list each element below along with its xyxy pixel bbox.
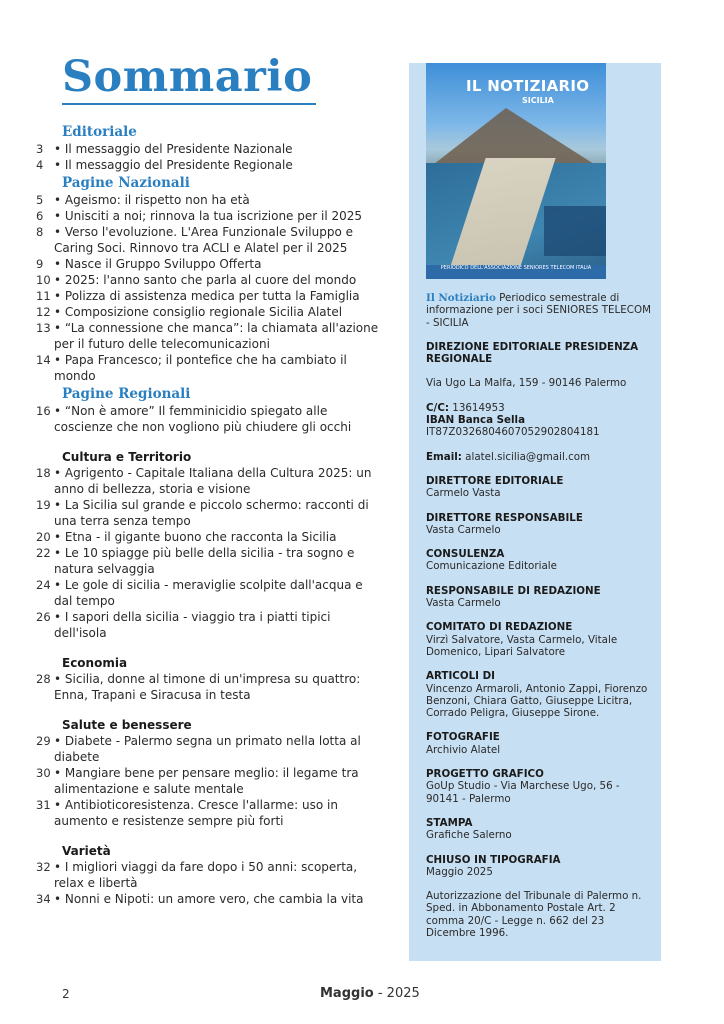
entry-title: • Polizza di assistenza medica per tutta la Famiglia	[54, 289, 360, 303]
role-label: PROGETTO GRAFICO	[426, 768, 544, 781]
entry-title: • Nasce il Gruppo Sviluppo Offerta	[54, 257, 262, 271]
toc-entry[interactable]	[36, 529, 386, 545]
bank-block	[426, 402, 651, 439]
brand-name: Il Notiziario	[426, 292, 496, 304]
entry-title: • Etna - il gigante buono che racconta la Sicilia	[54, 530, 337, 544]
role-value: Carmelo Vasta	[426, 487, 501, 500]
entry-title: • Unisciti a noi; rinnova la tua iscrizione per il 2025	[54, 209, 363, 223]
role-label: CONSULENZA	[426, 548, 505, 561]
entry-title: • Ageismo: il rispetto non ha età	[54, 193, 250, 207]
toc-entry[interactable]	[36, 272, 386, 288]
role-label: COMITATO DI REDAZIONE	[426, 621, 573, 634]
toc-entry[interactable]	[36, 733, 386, 765]
iban-label: IBAN Banca Sella	[426, 414, 526, 427]
section-heading: Cultura e Territorio	[62, 450, 192, 464]
iban-value: IT87Z0326804607052902804181	[426, 426, 600, 439]
issue-year: - 2025	[373, 986, 420, 1001]
entry-page-number: 8	[36, 225, 44, 239]
entry-page-number: 31	[36, 798, 51, 812]
role-value: Virzì Salvatore, Vasta Carmelo, Vitale Domenico, Lipari Salvatore	[426, 633, 618, 658]
entry-page-number: 19	[36, 498, 51, 512]
role-value: Vasta Carmelo	[426, 597, 501, 610]
toc-entry[interactable]	[36, 545, 386, 577]
entry-title: • Mangiare bene per pensare meglio: il legame tra alimentazione e salute mentale	[54, 766, 359, 796]
cover-subtitle: SICILIA	[522, 96, 554, 105]
masthead-intro	[426, 292, 651, 329]
toc-entry[interactable]	[36, 320, 386, 352]
masthead-role	[426, 817, 651, 842]
entry-title: • Agrigento - Capitale Italiana della Cultura 2025: un anno di bellezza, storia e visione	[54, 466, 372, 496]
toc-entry[interactable]	[36, 157, 386, 173]
page-title: Sommario	[62, 52, 313, 102]
entry-title: • Diabete - Palermo segna un primato nella lotta al diabete	[54, 734, 361, 764]
entry-page-number: 16	[36, 404, 51, 418]
entry-page-number: 26	[36, 610, 51, 624]
role-label: FOTOGRAFIE	[426, 731, 500, 744]
section-heading: Varietà	[62, 844, 111, 858]
masthead-text	[426, 292, 651, 939]
entry-title: • Papa Francesco; il pontefice che ha cambiato il mondo	[54, 353, 347, 383]
toc-entry[interactable]	[36, 497, 386, 529]
entry-page-number: 32	[36, 860, 51, 874]
masthead-role	[426, 621, 651, 658]
intro-text: Periodico semestrale di informazione per i soci SENIORES TELECOM - SICILIA	[426, 292, 651, 329]
section-heading: Economia	[62, 656, 128, 670]
toc-entry[interactable]	[36, 224, 386, 256]
role-label: CHIUSO IN TIPOGRAFIA	[426, 853, 561, 866]
cover-footer: PERIODICO DELL'ASSOCIAZIONE SENIORES TELECOM ITALIA	[426, 265, 606, 279]
entry-title: • Il messaggio del Presidente Nazionale	[54, 142, 293, 156]
masthead-role	[426, 768, 651, 805]
entry-page-number: 12	[36, 305, 51, 319]
entry-title: • Sicilia, donne al timone di un'impresa su quattro: Enna, Trapani e Siracusa in testa	[54, 672, 361, 702]
toc-entry[interactable]	[36, 859, 386, 891]
role-label: DIRETTORE RESPONSABILE	[426, 511, 583, 524]
entry-title: • Nonni e Nipoti: un amore vero, che cambia la vita	[54, 892, 364, 906]
toc-entry[interactable]	[36, 671, 386, 703]
masthead-role	[426, 512, 651, 537]
roles-list	[426, 475, 651, 878]
toc-entry[interactable]	[36, 891, 386, 907]
entry-page-number: 5	[36, 193, 44, 207]
entry-page-number: 29	[36, 734, 51, 748]
entry-title: • I migliori viaggi da fare dopo i 50 anni: scoperta, relax e libertà	[54, 860, 358, 890]
toc-entry[interactable]	[36, 141, 386, 157]
direzione-label: DIREZIONE EDITORIALE PRESIDENZA REGIONALE	[426, 340, 639, 366]
role-label: RESPONSABILE DI REDAZIONE	[426, 584, 601, 597]
toc-entry[interactable]	[36, 256, 386, 272]
masthead-role	[426, 670, 651, 719]
toc-entry[interactable]	[36, 208, 386, 224]
cover-headlines-box	[544, 206, 606, 256]
section-heading: Pagine Regionali	[62, 386, 191, 402]
cc-value: 13614953	[449, 401, 505, 414]
entry-page-number: 10	[36, 273, 51, 287]
entry-page-number: 24	[36, 578, 51, 592]
legal-block	[426, 890, 651, 939]
toc-entry[interactable]	[36, 577, 386, 609]
page-number: 2	[62, 987, 70, 1001]
entry-title: • Verso l'evoluzione. L'Area Funzionale Sviluppo e Caring Soci. Rinnovo tra ACLI e Alatel per il 2025	[54, 225, 353, 255]
entry-title: • Il messaggio del Presidente Regionale	[54, 158, 293, 172]
masthead-role	[426, 731, 651, 756]
entry-title: • Le 10 spiagge più belle della sicilia - tra sogno e natura selvaggia	[54, 546, 355, 576]
table-of-contents	[36, 124, 386, 907]
entry-page-number: 28	[36, 672, 51, 686]
toc-entry[interactable]	[36, 609, 386, 641]
issue-date	[320, 986, 420, 1001]
toc-entry[interactable]	[36, 352, 386, 384]
toc-entry[interactable]	[36, 192, 386, 208]
entry-page-number: 18	[36, 466, 51, 480]
email-label: Email:	[426, 450, 462, 463]
masthead-role	[426, 854, 651, 879]
entry-page-number: 11	[36, 289, 51, 303]
entry-title: • “Non è amore” Il femminicidio spiegato alle coscienze che non vogliono più chiudere gli occhi	[54, 404, 352, 434]
section-heading: Editoriale	[62, 124, 137, 140]
entry-title: • Composizione consiglio regionale Sicilia Alatel	[54, 305, 343, 319]
legal-authorization: Autorizzazione del Tribunale di Palermo n.	[426, 890, 642, 903]
masthead-role	[426, 475, 651, 500]
masthead-role	[426, 548, 651, 573]
direzione-block	[426, 341, 651, 390]
address: Via Ugo La Malfa, 159 - 90146 Palermo	[426, 377, 627, 390]
role-value: Vasta Carmelo	[426, 523, 501, 536]
section-heading: Salute e benessere	[62, 718, 192, 732]
entry-page-number: 30	[36, 766, 51, 780]
toc-entry[interactable]	[36, 304, 386, 320]
entry-page-number: 14	[36, 353, 51, 367]
toc-entry[interactable]	[36, 765, 386, 797]
masthead-role	[426, 585, 651, 610]
email-block	[426, 451, 651, 463]
entry-page-number: 20	[36, 530, 51, 544]
entry-page-number: 34	[36, 892, 51, 906]
entry-title: • La Sicilia sul grande e piccolo schermo: racconti di una terra senza tempo	[54, 498, 369, 528]
entry-page-number: 9	[36, 257, 44, 271]
cc-label: C/C:	[426, 401, 449, 414]
entry-title: • Le gole di sicilia - meraviglie scolpite dall'acqua e dal tempo	[54, 578, 363, 608]
role-value: Maggio 2025	[426, 865, 493, 878]
role-value: Comunicazione Editoriale	[426, 560, 557, 573]
cover-title: IL NOTIZIARIO	[466, 77, 590, 95]
role-label: STAMPA	[426, 816, 473, 829]
entry-page-number: 6	[36, 209, 44, 223]
toc-entry[interactable]	[36, 288, 386, 304]
entry-page-number: 4	[36, 158, 44, 172]
email-value: alatel.sicilia@gmail.com	[461, 450, 591, 463]
toc-entry[interactable]	[36, 403, 386, 435]
role-label: ARTICOLI DI	[426, 670, 495, 683]
role-value: Grafiche Salerno	[426, 829, 512, 842]
entry-title: • I sapori della sicilia - viaggio tra i piatti tipici dell'isola	[54, 610, 331, 640]
entry-title: • 2025: l'anno santo che parla al cuore del mondo	[54, 273, 357, 287]
entry-title: • “La connessione che manca”: la chiamata all'azione per il futuro delle telecomunicazioni	[54, 321, 379, 351]
magazine-cover-image	[426, 63, 606, 279]
entry-page-number: 13	[36, 321, 51, 335]
toc-entry[interactable]	[36, 465, 386, 497]
role-value: Archivio Alatel	[426, 743, 501, 756]
entry-page-number: 22	[36, 546, 51, 560]
title-underline	[62, 103, 316, 105]
role-value: GoUp Studio - Via Marchese Ugo, 56 - 90141 - Palermo	[426, 780, 620, 805]
section-heading: Pagine Nazionali	[62, 175, 190, 191]
entry-page-number: 3	[36, 142, 44, 156]
entry-title: • Antibioticoresistenza. Cresce l'allarme: uso in aumento e resistenze sempre più forti	[54, 798, 338, 828]
role-label: DIRETTORE EDITORIALE	[426, 474, 564, 487]
masthead-sidebar	[409, 63, 661, 961]
role-value: Vincenzo Armaroli, Antonio Zappi, Fiorenzo Benzoni, Chiara Gatto, Giuseppe Licitra, Corrado Peligra, Giuseppe Sirone.	[426, 682, 648, 720]
issue-month: Maggio	[320, 986, 374, 1001]
legal-shipping: Sped. in Abbonamento Postale Art. 2 comma 20/C - Legge n. 662 del 23 Dicembre 1996.	[426, 902, 616, 939]
toc-entry[interactable]	[36, 797, 386, 829]
